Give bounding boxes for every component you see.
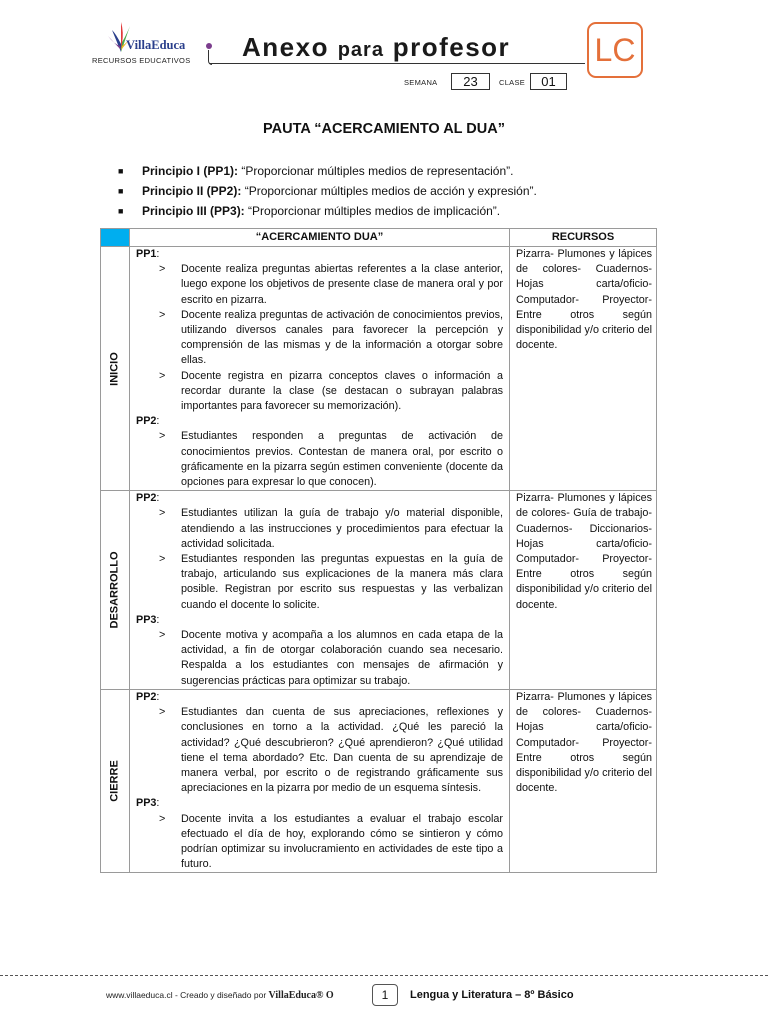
principle-tag-text: PP2 xyxy=(136,492,157,505)
arrow-bullet-icon: > xyxy=(159,507,166,520)
resources-cell: Pizarra- Plumones y lápices de colores- Cuadernos- Hojas carta/oficio- Computador- Proyector- Entre otros según disponibilidad y/o criterio del docente. xyxy=(510,689,657,872)
page-number: 1 xyxy=(372,984,398,1006)
table-row xyxy=(101,491,657,690)
week-label: SEMANA xyxy=(404,78,438,87)
principle-item xyxy=(118,181,718,201)
resources-cell: Pizarra- Plumones y lápices de colores- Cuadernos- Hojas carta/oficio- Computador- Proyector- Entre otros según disponibilidad y/o criterio del docente. xyxy=(510,247,657,491)
footer-divider xyxy=(0,975,768,976)
principle-item xyxy=(118,161,718,181)
activity-item xyxy=(136,506,503,552)
footer-credits xyxy=(106,990,334,1001)
square-bullet-icon: ■ xyxy=(118,206,124,216)
activity-text: Docente registra en pizarra conceptos claves o información a recordar durante la clase (se destacan o subrayan palabras importantes para favorecer su memorización). xyxy=(181,369,503,413)
principle-name: Principio II (PP2): xyxy=(142,184,242,198)
title-anexo: Anexo xyxy=(242,32,329,62)
principle-tag-text: PP3 xyxy=(136,797,157,810)
stage-label: INICIO xyxy=(108,351,121,386)
stage-cell xyxy=(101,689,130,872)
activity-item xyxy=(136,812,503,873)
title-para: para xyxy=(337,39,384,61)
pauta-table xyxy=(100,228,657,873)
resources-cell: Pizarra- Plumones y lápices de colores- Guía de trabajo- Cuadernos- Diccionarios- Hojas carta/oficio- Computador- Proyector- Entre otros según disponibilidad y/o criterio del docente. xyxy=(510,491,657,690)
header-stage-cell xyxy=(101,229,130,247)
activity-item xyxy=(136,369,503,415)
principle-tag: PP2: xyxy=(136,492,160,505)
stage-cell xyxy=(101,491,130,690)
principle-tag: PP3: xyxy=(136,797,160,810)
subject-badge: LC xyxy=(587,22,643,78)
activity-item xyxy=(136,628,503,689)
principle-text: “Proporcionar múltiples medios de implicación”. xyxy=(248,204,501,218)
principle-tag-text: PP1 xyxy=(136,248,157,260)
principle-text: “Proporcionar múltiples medios de acción y expresión”. xyxy=(244,184,537,198)
principle-tag: PP3: xyxy=(136,613,160,626)
table-row xyxy=(101,247,657,491)
table-header-row xyxy=(101,229,657,247)
title-profesor: profesor xyxy=(392,32,511,62)
villaeduca-logo xyxy=(92,18,202,68)
principle-tag: PP2: xyxy=(136,415,160,428)
activity-text: Estudiantes responden las preguntas expuestas en la guía de trabajo, articulando sus explicaciones de la manera más clara posible. Registran por escrito sus respuestas y las verbalizan cuando el docente lo solicite. xyxy=(181,553,503,611)
arrow-bullet-icon: > xyxy=(159,369,166,382)
title-dot-icon xyxy=(206,43,212,49)
activity-text: Docente realiza preguntas abiertas referentes a la clase anterior, luego expone los objetivos de presente clase de manera oral y por escrito en pizarra. xyxy=(181,263,503,306)
activity-item xyxy=(136,552,503,613)
principle-item xyxy=(118,201,718,221)
activity-item xyxy=(136,262,503,308)
activity-text: Docente realiza preguntas de activación de conocimientos previos, utilizando diversos canales para favorecer la percepción y comprensión de las mismas y de la información a otorgar sobre ellas. xyxy=(181,308,503,367)
logo-name: VillaEduca xyxy=(126,38,186,52)
principle-text: “Proporcionar múltiples medios de representación”. xyxy=(241,164,514,178)
footer-brand: VillaEduca® O xyxy=(268,990,334,1001)
principle-name: Principio III (PP3): xyxy=(142,204,245,218)
class-value: 01 xyxy=(530,73,567,90)
page-title xyxy=(242,32,510,63)
document-title: PAUTA “ACERCAMIENTO AL DUA” xyxy=(263,121,505,137)
principle-tag-text: PP2 xyxy=(136,415,157,428)
footer-subject: Lengua y Literatura – 8º Básico xyxy=(410,989,574,1001)
principle-tag: PP2: xyxy=(136,690,160,703)
arrow-bullet-icon: > xyxy=(159,553,166,566)
header-resources-cell: RECURSOS xyxy=(510,229,657,247)
table-body xyxy=(101,247,657,873)
title-rule xyxy=(210,63,585,64)
square-bullet-icon: ■ xyxy=(118,166,124,176)
arrow-bullet-icon: > xyxy=(159,430,166,443)
activity-cell xyxy=(130,689,510,872)
stage-label: CIERRE xyxy=(108,760,121,802)
principle-tag-text: PP2 xyxy=(136,690,157,703)
activity-text: Docente motiva y acompaña a los alumnos en cada etapa de la actividad, a fin de otorgar colaboración cuando sea necesario. Respalda a los estudiantes con mensajes de afirmación y sugerencias prácticas para optimizar su trabajo. xyxy=(181,629,503,687)
principle-tag-text: PP3 xyxy=(136,613,157,626)
class-label: CLASE xyxy=(499,78,526,87)
activity-text: Estudiantes responden a preguntas de activación de conocimientos previos. Contestan de manera oral, por escrito o gráficamente en la pizarra según estimen conveniente (docente da opciones para expresar lo que conocen). xyxy=(181,430,503,489)
week-value: 23 xyxy=(451,73,490,90)
square-bullet-icon: ■ xyxy=(118,186,124,196)
activity-text: Estudiantes dan cuenta de sus apreciaciones, reflexiones y conclusiones en torno a la actividad. ¿Qué les pareció la actividad? ¿Qué descubrieron? ¿Qué aprendieron? ¿Qué utilidad tiene el tema abordado? Etc. Dan cuenta de su aprendizaje de manera verbal, por escrito o de registrando gráficamente sus apreciaciones en la pizarra por medio de un esquema síntesis. xyxy=(181,706,503,795)
logo-subtitle: RECURSOS EDUCATIVOS xyxy=(92,56,191,65)
arrow-bullet-icon: > xyxy=(159,706,166,719)
activity-item xyxy=(136,705,503,796)
activity-item xyxy=(136,308,503,369)
table-row xyxy=(101,689,657,872)
activity-text: Estudiantes utilizan la guía de trabajo y/o material disponible, atendiendo a las instrucciones y procedimientos para efectuar la actividad solicitada. xyxy=(181,507,503,550)
arrow-bullet-icon: > xyxy=(159,629,166,642)
activity-cell xyxy=(130,491,510,690)
activity-item xyxy=(136,429,503,490)
footer-credits-text: www.villaeduca.cl - Creado y diseñado por xyxy=(106,990,267,1000)
stage-label: DESARROLLO xyxy=(108,551,121,629)
principle-tag: PP1: xyxy=(136,248,160,260)
arrow-bullet-icon: > xyxy=(159,263,166,276)
activity-cell xyxy=(130,247,510,491)
header-content-cell: “ACERCAMIENTO DUA” xyxy=(130,229,510,247)
arrow-bullet-icon: > xyxy=(159,812,166,825)
principle-name: Principio I (PP1): xyxy=(142,164,239,178)
principles-list xyxy=(118,161,718,221)
activity-text: Docente invita a los estudiantes a evaluar el trabajo escolar efectuado el día de hoy, explorando cómo se sintieron y cómo podrían optimizar su involucramiento en actividades de este tipo a futuro. xyxy=(181,812,503,871)
arrow-bullet-icon: > xyxy=(159,308,166,321)
stage-cell xyxy=(101,247,130,491)
